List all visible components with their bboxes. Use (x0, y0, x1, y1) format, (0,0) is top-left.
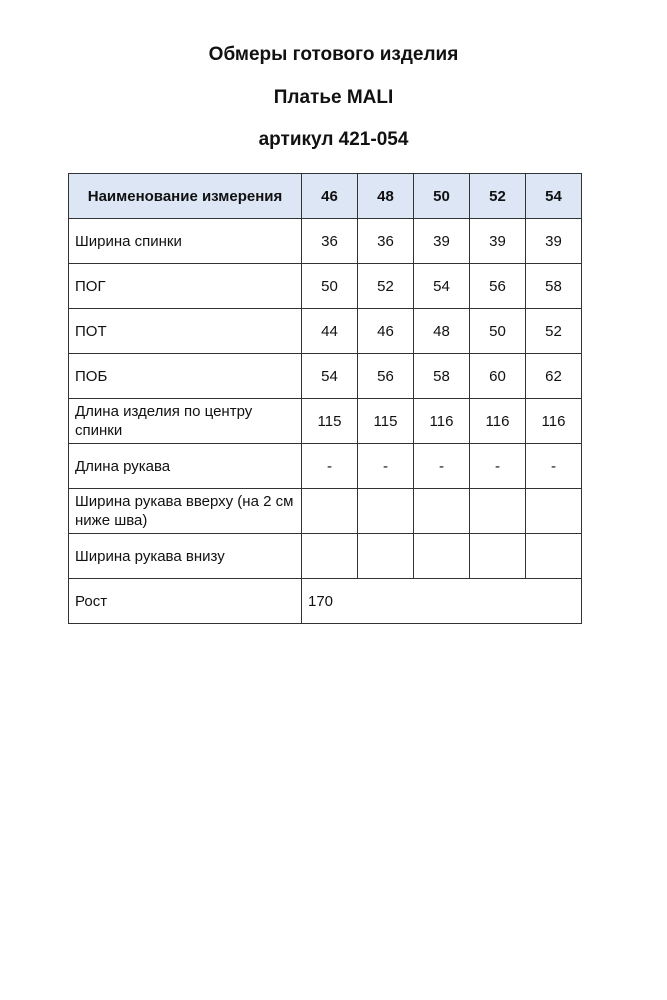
table-row (69, 489, 582, 534)
measurement-value: 50 (302, 264, 358, 309)
measurement-value: - (302, 444, 358, 489)
table-header-row (69, 174, 582, 219)
measurement-value: 115 (302, 399, 358, 444)
column-header-size: 48 (358, 174, 414, 219)
column-header-size: 46 (302, 174, 358, 219)
measurement-name: ПОГ (69, 264, 302, 309)
document-title: Обмеры готового изделия (208, 44, 459, 65)
column-header-size: 52 (470, 174, 526, 219)
table-row (69, 309, 582, 354)
measurements-table (68, 173, 582, 624)
measurement-value: 60 (470, 354, 526, 399)
measurement-value: 50 (470, 309, 526, 354)
measurement-name: Рост (69, 579, 302, 624)
measurement-value (526, 534, 582, 579)
measurement-value (302, 489, 358, 534)
column-header-measurement-name: Наименование измерения (69, 174, 302, 219)
measurement-value (414, 489, 470, 534)
measurement-name: ПОТ (69, 309, 302, 354)
article-number: артикул 421-054 (258, 129, 409, 150)
table-row (69, 534, 582, 579)
table-row (69, 354, 582, 399)
measurement-value (526, 489, 582, 534)
measurement-value: 58 (526, 264, 582, 309)
measurement-value: 116 (470, 399, 526, 444)
measurement-name: Ширина спинки (69, 219, 302, 264)
measurement-value: 36 (302, 219, 358, 264)
measurement-value: 56 (358, 354, 414, 399)
measurement-value: 52 (526, 309, 582, 354)
measurement-value (414, 534, 470, 579)
table-row (69, 444, 582, 489)
table-row (69, 399, 582, 444)
height-value: 170 (302, 579, 582, 624)
measurement-value: 62 (526, 354, 582, 399)
measurement-value: - (358, 444, 414, 489)
measurement-value: 48 (414, 309, 470, 354)
measurement-value: 58 (414, 354, 470, 399)
measurement-value: 115 (358, 399, 414, 444)
measurement-value: 36 (358, 219, 414, 264)
table-row (69, 264, 582, 309)
measurement-name: Ширина рукава вверху (на 2 см ниже шва) (69, 489, 302, 534)
measurement-value: 39 (470, 219, 526, 264)
table-row (69, 219, 582, 264)
measurement-value: 56 (470, 264, 526, 309)
measurement-value: 39 (526, 219, 582, 264)
table-row-height (69, 579, 582, 624)
measurement-value: 116 (526, 399, 582, 444)
measurement-name: Длина изделия по центру спинки (69, 399, 302, 444)
measurement-value: 46 (358, 309, 414, 354)
measurement-value: 52 (358, 264, 414, 309)
product-name: Платье MALI (273, 87, 394, 108)
measurement-value: - (414, 444, 470, 489)
measurement-value: 54 (414, 264, 470, 309)
measurement-value (302, 534, 358, 579)
measurement-name: Ширина рукава внизу (69, 534, 302, 579)
column-header-size: 54 (526, 174, 582, 219)
measurement-value (470, 534, 526, 579)
measurement-value: - (526, 444, 582, 489)
measurement-value: 44 (302, 309, 358, 354)
measurement-value (358, 534, 414, 579)
measurement-value: 54 (302, 354, 358, 399)
measurement-value: 116 (414, 399, 470, 444)
measurement-name: ПОБ (69, 354, 302, 399)
measurement-value: - (470, 444, 526, 489)
measurement-name: Длина рукава (69, 444, 302, 489)
measurement-value (358, 489, 414, 534)
column-header-size: 50 (414, 174, 470, 219)
measurement-value: 39 (414, 219, 470, 264)
measurement-value (470, 489, 526, 534)
